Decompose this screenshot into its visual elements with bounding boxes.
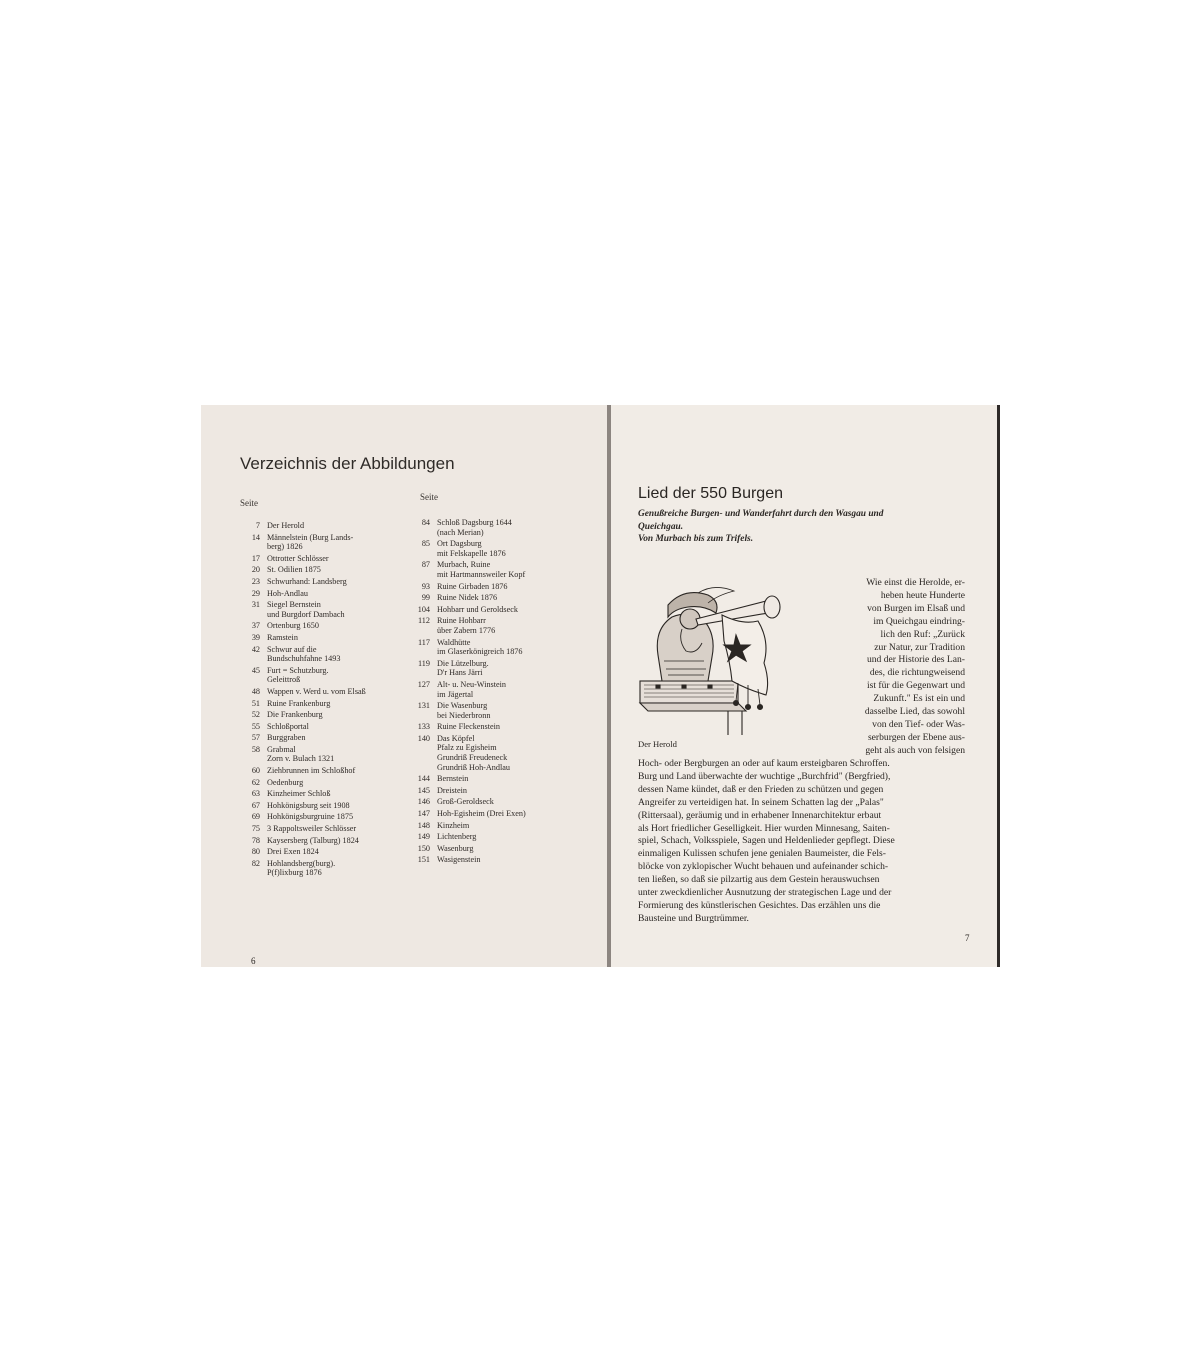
toc-entry-title: über Zabern 1776 (437, 625, 496, 635)
toc-page-number: 149 (417, 832, 430, 842)
toc-entry-title: Die Frankenburg (267, 710, 323, 720)
toc-entry (232, 836, 366, 846)
toc-page-number: 75 (251, 824, 260, 834)
toc-entry-title: Schwur auf die (267, 644, 317, 654)
toc-entry-title: Bernstein (437, 774, 469, 784)
toc-entry-title: Zorn v. Bulach 1321 (267, 754, 335, 764)
toc-entry-title: Ramstein (267, 632, 298, 642)
toc-page-number (232, 754, 267, 764)
book-cover-edge (997, 405, 1000, 967)
text-line: und der Historie des Lan- (866, 654, 965, 666)
toc-entry (232, 789, 366, 799)
toc-entry-title: Grundriß Freudeneck (437, 753, 508, 763)
toc-entry-continuation (400, 743, 526, 753)
toc-entry-title: Kinzheimer Schloß (267, 789, 331, 799)
toc-entry-title: Hohkönigsburgruine 1875 (267, 812, 354, 822)
toc-entry-title: Geleittroß (267, 675, 301, 685)
toc-page-number: 17 (251, 553, 260, 563)
text-line: serburgen der Ebene aus- (867, 731, 965, 743)
toc-page-number: 104 (417, 604, 430, 614)
text-line: von Burgen im Elsaß und (867, 602, 965, 614)
toc-entry (400, 638, 526, 648)
toc-entry-continuation (400, 647, 526, 657)
text-line: unter zweckdienlicher Ausnutzung der strategischen Lage und der (638, 887, 892, 899)
toc-page-number (400, 690, 437, 700)
text-line: als Hort friedlicher Geselligkeit. Hier wurden Minnesang, Saiten- (638, 822, 890, 834)
toc-page-number: 84 (421, 518, 430, 527)
toc-page-number: 140 (417, 733, 430, 743)
toc-entry-title: Ottrotter Schlösser (267, 553, 329, 563)
toc-page-number: 150 (417, 843, 430, 853)
subtitle-line: Von Murbach bis zum Trifels. (638, 534, 754, 545)
toc-entry-title: und Burgdorf Dambach (267, 609, 345, 619)
wrapped-paragraph (825, 577, 965, 758)
toc-page-number: 62 (251, 777, 260, 787)
toc-entry (232, 812, 366, 822)
toc-entry (232, 633, 366, 643)
toc-entry-continuation (400, 753, 526, 763)
text-line: einmaligen Kulissen schufen jene genialen Baumeister, die Fels- (638, 848, 886, 860)
toc-entry (232, 666, 366, 676)
toc-entry-title: Hoh-Andlau (267, 588, 308, 598)
chapter-title: Lied der 550 Burgen (638, 485, 783, 502)
toc-entry-continuation (400, 711, 526, 721)
toc-entry-title: Schloßportal (267, 721, 309, 731)
toc-entry (400, 659, 526, 669)
toc-entry (232, 778, 366, 788)
toc-page-number: 80 (251, 847, 260, 857)
toc-entry-title: Ruine Hohbarr (437, 616, 486, 626)
toc-page-number (232, 675, 267, 685)
toc-entry-title: Das Köpfel (437, 733, 475, 743)
toc-entry (400, 593, 526, 603)
toc-entry (232, 733, 366, 743)
toc-page-number: 146 (417, 797, 430, 807)
toc-entry-title: Ortenburg 1650 (267, 621, 319, 631)
toc-page-number: 131 (417, 701, 430, 711)
toc-entry-title: Bundschuhfahne 1493 (267, 654, 341, 664)
text-line: lich den Ruf: „Zurück (880, 628, 965, 640)
toc-page-number: 63 (251, 789, 260, 799)
toc-entry-title: Furt = Schutzburg. (267, 665, 329, 675)
toc-entry (232, 847, 366, 857)
toc-entry (232, 722, 366, 732)
column-header-seite: Seite (420, 492, 438, 502)
toc-page-number (400, 668, 437, 678)
toc-entry-title: 3 Rappoltsweiler Schlösser (267, 824, 357, 834)
toc-entry (400, 797, 526, 807)
text-line: zur Natur, zur Tradition (874, 641, 965, 653)
toc-entry-title: Ziehbrunnen im Schloßhof (267, 766, 356, 776)
toc-entry (400, 734, 526, 744)
toc-entry-title: Burggraben (267, 733, 306, 743)
toc-entry (400, 821, 526, 831)
toc-page-number: 127 (417, 679, 430, 689)
toc-page-number: 99 (421, 593, 430, 603)
toc-entry (400, 582, 526, 592)
toc-entry-continuation (232, 868, 366, 878)
toc-title: Verzeichnis der Abbildungen (240, 454, 455, 473)
toc-page-number (232, 654, 267, 664)
toc-entry-title: Die Wasenburg (437, 701, 488, 711)
toc-entry-title: mit Hartmannsweiler Kopf (437, 569, 526, 579)
toc-entry-continuation (400, 570, 526, 580)
toc-entry-continuation (232, 654, 366, 664)
text-line: Wie einst die Herolde, er- (866, 577, 965, 588)
text-line: heben heute Hunderte (880, 589, 965, 601)
text-line: Bausteine und Burgtrümmer. (638, 912, 749, 924)
text-line: ist für die Gegenwart und (866, 680, 965, 692)
toc-page-number (400, 549, 437, 559)
toc-page-number: 151 (417, 855, 430, 865)
toc-page-number: 23 (251, 576, 260, 586)
toc-page-number (232, 868, 267, 878)
toc-page-number (232, 610, 267, 620)
toc-page-number: 117 (418, 637, 430, 647)
text-line: von den Tief- oder Was- (872, 718, 965, 730)
toc-page-number: 55 (251, 721, 260, 731)
toc-entry-title: Schwurhand: Landsberg (267, 576, 347, 586)
text-line: (Rittersaal), geräumig und in erhabener Innenarchitektur erbaut (638, 809, 882, 821)
toc-page-number: 52 (251, 710, 260, 720)
figure-caption: Der Herold (638, 739, 677, 749)
toc-page-number: 112 (418, 616, 430, 626)
toc-page-number (400, 763, 437, 773)
toc-entry (400, 722, 526, 732)
toc-entry (232, 521, 366, 531)
toc-page-number (400, 711, 437, 721)
toc-entry-title: Männelstein (Burg Lands- (267, 532, 354, 542)
toc-entry-title: Groß-Geroldseck (437, 797, 494, 807)
toc-page-number (400, 570, 437, 580)
toc-entry (400, 786, 526, 796)
toc-entry-title: Ort Dagsburg (437, 539, 482, 549)
text-line: Angreifer zu verteidigen hat. In seinem Schatten lag der „Palas" (638, 796, 884, 808)
toc-page-number: 58 (251, 744, 260, 754)
toc-entry-title: Siegel Bernstein (267, 600, 321, 610)
toc-entry (400, 855, 526, 865)
toc-page-number (400, 743, 437, 753)
herold-illustration (638, 585, 798, 735)
toc-page-number: 20 (251, 565, 260, 575)
toc-entry (400, 844, 526, 854)
toc-page-number (400, 626, 437, 636)
toc-entry-continuation (400, 626, 526, 636)
text-line: des, die richtungweisend (869, 667, 965, 679)
toc-entry (232, 577, 366, 587)
text-line: geht als auch von felsigen (865, 744, 965, 756)
toc-entry-continuation (400, 690, 526, 700)
toc-page-number (400, 753, 437, 763)
toc-page-number: 48 (251, 686, 260, 696)
right-page (611, 405, 1000, 967)
toc-entry-title: Der Herold (267, 521, 305, 530)
toc-entry (232, 621, 366, 631)
toc-entry-continuation (232, 542, 366, 552)
toc-entry-title: Pfalz zu Egisheim (437, 743, 497, 753)
toc-entry-title: Wasigenstein (437, 855, 481, 865)
subtitle-line: Queichgau. (638, 521, 684, 532)
toc-page-number: 85 (421, 539, 430, 549)
toc-page-number: 82 (251, 858, 260, 868)
text-line: im Queichgau eindring- (873, 615, 965, 627)
book-spread (201, 405, 1000, 967)
body-paragraph (638, 758, 965, 926)
toc-page-number: 145 (417, 785, 430, 795)
toc-entry (400, 560, 526, 570)
toc-entry (232, 589, 366, 599)
toc-page-number (400, 647, 437, 657)
toc-entry-title: Ruine Frankenburg (267, 698, 331, 708)
toc-entry-title: Waldhütte (437, 637, 471, 647)
toc-entry (232, 824, 366, 834)
toc-page-number: 144 (417, 774, 430, 784)
subtitle-line: Genußreiche Burgen- und Wanderfahrt durch den Wasgau und (638, 509, 884, 519)
toc-entry-title: Grabmal (267, 744, 296, 754)
toc-column-2 (400, 518, 526, 865)
toc-page-number: 93 (421, 581, 430, 591)
toc-page-number: 67 (251, 800, 260, 810)
toc-page-number (400, 528, 437, 538)
column-header-seite: Seite (240, 498, 258, 508)
toc-entry-title: Hohkönigsburg seit 1908 (267, 800, 350, 810)
toc-entry-continuation (400, 763, 526, 773)
toc-entry (400, 832, 526, 842)
text-line: spiel, Schach, Volksspiele, Sagen und Heldenlieder gepflegt. Diese (638, 835, 895, 847)
toc-entry-title: mit Felskapelle 1876 (437, 548, 506, 558)
text-line: Hoch- oder Bergburgen an oder auf kaum ersteigbaren Schroffen. (638, 758, 890, 769)
toc-entry-continuation (400, 549, 526, 559)
toc-page-number: 78 (251, 835, 260, 845)
toc-entry-continuation (232, 610, 366, 620)
toc-entry-title: (nach Merian) (437, 527, 484, 537)
toc-entry (400, 680, 526, 690)
left-page (201, 405, 607, 967)
toc-entry-continuation (400, 528, 526, 538)
toc-entry-title: im Jägertal (437, 689, 474, 699)
toc-entry (232, 859, 366, 869)
toc-entry-title: Oedenburg (267, 777, 304, 787)
toc-entry (400, 774, 526, 784)
text-line: ten ließen, so daß sie pilzartig aus dem Gestein herauswuchsen (638, 874, 880, 886)
toc-entry (400, 605, 526, 615)
toc-entry-title: Lichtenberg (437, 832, 477, 842)
toc-entry (400, 616, 526, 626)
toc-entry-title: Wasenburg (437, 843, 474, 853)
toc-page-number: 133 (417, 722, 430, 732)
toc-entry-title: Hoh-Egisheim (Drei Exen) (437, 809, 526, 819)
toc-entry-title: Kinzheim (437, 820, 470, 830)
toc-entry-title: im Glaserkönigreich 1876 (437, 647, 523, 657)
toc-entry-title: St. Odilien 1875 (267, 565, 321, 575)
text-line: dessen Name kündet, daß er den Frieden zu schützen und gegen (638, 783, 884, 795)
toc-column-1 (232, 521, 366, 878)
toc-entry-continuation (232, 754, 366, 764)
toc-page-number: 14 (251, 532, 260, 542)
toc-page-number: 29 (251, 588, 260, 598)
toc-page-number: 60 (251, 766, 260, 776)
toc-page-number: 37 (251, 621, 260, 631)
toc-entry (232, 699, 366, 709)
chapter-subtitle (638, 508, 951, 546)
toc-entry-title: bei Niederbronn (437, 710, 491, 720)
toc-entry (400, 809, 526, 819)
toc-page-number: 148 (417, 820, 430, 830)
toc-entry (400, 518, 526, 528)
toc-entry (232, 710, 366, 720)
text-line: blöcke von zyklopischer Wucht behauen und aufeinander schich- (638, 861, 889, 873)
toc-entry (400, 701, 526, 711)
toc-page-number: 42 (251, 644, 260, 654)
page-number-left: 6 (251, 956, 256, 966)
toc-entry (232, 766, 366, 776)
toc-page-number: 57 (251, 733, 260, 743)
toc-entry-title: Murbach, Ruine (437, 560, 491, 570)
toc-page-number: 147 (417, 809, 430, 819)
toc-entry (232, 554, 366, 564)
toc-page-number: 119 (418, 658, 430, 668)
toc-entry-title: P(f)lixburg 1876 (267, 868, 322, 878)
toc-page-number: 31 (251, 600, 260, 610)
toc-entry-title: berg) 1826 (267, 542, 303, 552)
toc-entry (232, 687, 366, 697)
toc-entry-title: Ruine Fleckenstein (437, 722, 500, 732)
toc-entry-title: Grundriß Hoh-Andlau (437, 762, 510, 772)
toc-page-number (232, 542, 267, 552)
toc-page-number: 7 (255, 521, 260, 530)
toc-page-number: 51 (251, 698, 260, 708)
text-line: Formierung des künstlerischen Gesichtes. Das erzählen uns die (638, 899, 881, 911)
toc-entry (232, 645, 366, 655)
toc-entry (232, 745, 366, 755)
toc-page-number: 45 (251, 665, 260, 675)
toc-entry-title: Dreistein (437, 785, 468, 795)
toc-entry-title: Drei Exen 1824 (267, 847, 319, 857)
toc-entry-title: Die Lützelburg. (437, 658, 489, 668)
text-line: dasselbe Lied, das sowohl (864, 706, 965, 718)
page-number-right: 7 (965, 933, 970, 943)
toc-page-number: 87 (421, 560, 430, 570)
toc-entry (232, 600, 366, 610)
toc-entry-title: Ruine Nidek 1876 (437, 593, 498, 603)
toc-entry (232, 533, 366, 543)
toc-entry (232, 801, 366, 811)
toc-entry-continuation (232, 675, 366, 685)
toc-entry-title: Ruine Girbaden 1876 (437, 581, 508, 591)
toc-entry (232, 565, 366, 575)
text-line: Zukunft." Es ist ein und (873, 693, 965, 705)
toc-entry-title: Wappen v. Werd u. vom Elsaß (267, 686, 366, 696)
toc-entry-title: Schloß Dagsburg 1644 (437, 518, 512, 527)
text-line: Burg und Land überwachte der wuchtige „Burchfrid" (Bergfried), (638, 770, 891, 782)
toc-page-number: 69 (251, 812, 260, 822)
toc-entry (400, 539, 526, 549)
toc-entry-title: D'r Hans Järri (437, 668, 483, 678)
toc-entry-title: Hohlandsberg(burg). (267, 858, 336, 868)
toc-page-number: 39 (251, 632, 260, 642)
toc-entry-title: Hohbarr und Geroldseck (437, 604, 518, 614)
toc-entry-title: Kaysersberg (Talburg) 1824 (267, 835, 359, 845)
toc-entry-title: Alt- u. Neu-Winstein (437, 679, 507, 689)
toc-entry-continuation (400, 668, 526, 678)
